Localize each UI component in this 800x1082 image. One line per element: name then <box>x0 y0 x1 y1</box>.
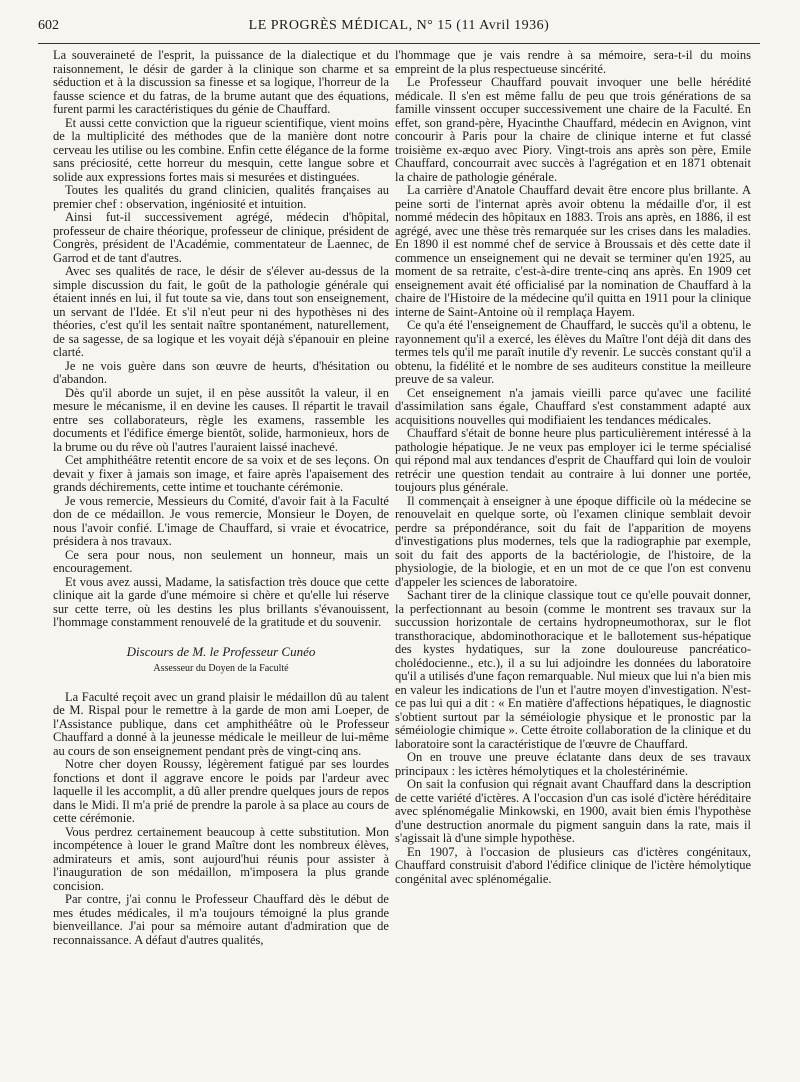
paragraph: Et aussi cette conviction que la rigueur scientifique, vient moins de la multiplicité des méthodes que de la manière dont notre cerveau les utilise ou les combine. Enfin cette élégance de la forme sans préciosité, cette horreur du mesquin, cette langue sobre et solide aux expressions fortes mais si mesurées et distinguées. <box>53 115 389 184</box>
page-number: 602 <box>38 18 59 33</box>
paragraph: l'hommage que je vais rendre à sa mémoire, sera-t-il du moins empreint de la plus respectueuse sincérité. <box>395 49 751 76</box>
section-title: Discours de M. le Professeur Cunéo <box>126 643 316 659</box>
paragraph: Ce qu'a été l'enseignement de Chauffard, le succès qu'il a obtenu, le rayonnement qu'il a exercé, les élèves du Maître l'ont déjà dit dans des termes tels qu'il me paraît inutile d'y revenir. Le succès constant qu'il a obtenu, la fidélité et le nombre de ses auditeurs constitue la meilleure preuve de sa valeur. <box>395 318 751 386</box>
paragraph: Avec ses qualités de race, le désir de s'élever au-dessus de la simple discussion du fait, le goût de la pathologie générale qui étaient innés en lui, il fut toute sa vie, dans tout son enseignement, un servant de l'Idée. Et s'il n'eut peur ni des hypothèses ni des théories, c'est qu'il les sentait naître spontanément, naturellement, de sa sagesse, de sa logique et les voyait déjà s'épanouir en pleine clarté. <box>53 264 389 359</box>
paragraph: Par contre, j'ai connu le Professeur Chauffard dès le début de mes études médicales, il m'a toujours témoigné la plus grande bienveillance. J'ai pour sa mémoire autant d'admiration que de reconnaissance. A défaut d'autres qualités, <box>53 892 389 947</box>
paragraph: Toutes les qualités du grand clinicien, qualités françaises au premier chef : observation, ingéniosité et intuition. <box>53 183 389 211</box>
paragraph: En 1907, à l'occasion de plusieurs cas d'ictères congénitaux, Chauffard construisit d'abord l'édifice clinique de l'ictère hémolytique congénital avec splénomégalie. <box>395 844 751 886</box>
right-column <box>395 49 751 1069</box>
section-subtitle: Assesseur du Doyen de la Faculté <box>153 662 289 674</box>
paragraph: Je vous remercie, Messieurs du Comité, d'avoir fait à la Faculté don de ce médaillon. Je vous remercie, Monsieur le Doyen, de nous l'avoir confié. L'image de Chauffard, si vraie et évocatrice, présidera à nos travaux. <box>53 493 389 548</box>
paragraph: On en trouve une preuve éclatante dans deux de ses travaux principaux : les ictères hémolytiques et la cholestérinémie. <box>395 750 751 778</box>
running-header <box>38 12 760 36</box>
paragraph: On sait la confusion qui régnait avant Chauffard dans la description de cette variété d'ictères. A l'occasion d'un cas isolé d'ictère héréditaire avec splénomégalie Minkowski, en 1900, avait bien émis l'hypothèse d'une destruction anormale du pigment sanguin dans la rate, mais il s'agissait là d'une simple hypothèse. <box>395 777 751 845</box>
paragraph: La Faculté reçoit avec un grand plaisir le médaillon dû au talent de M. Rispal pour le remettre à la garde de mon ami Loeper, de l'Assistance publique, dans cet amphithéâtre où le Professeur Chauffard a donné à la jeunesse médicale le meilleur de lui-même au cours de son enseignement pendant près de vingt-cinq ans. <box>53 689 389 758</box>
paragraph: Je ne vois guère dans son œuvre de heurts, d'hésitation ou d'abandon. <box>53 358 389 386</box>
paragraph: Cet amphithéâtre retentit encore de sa voix et de ses leçons. On devait y fixer à jamais son image, et faire après l'apaisement des grands déchirements, cette intime et touchante cérémonie. <box>53 453 389 494</box>
paragraph: La carrière d'Anatole Chauffard devait être encore plus brillante. A peine sorti de l'internat après avoir obtenu la médaille d'or, il est nommé médecin des hôpitaux en 1883. Trois ans après, en 1886, il est agrégé, avec une thèse très remarquée sur les crises dans les maladies. En 1890 il est nommé chef de service à Broussais et dès cette date il commence un enseignement qui ne devait se terminer qu'en 1925, au moment de sa retraite, c'est-à-dire trente-cinq ans après. En 1909 cet enseignement avait été officialisé par la nomination de Chauffard à la chaire de l'Histoire de la médecine qu'il quitta en 1911 pour la clinique interne de Saint-Antoine où il remplaça Hayem. <box>395 183 751 319</box>
paragraph: Il commençait à enseigner à une époque difficile où la médecine se renouvelait en quelque sorte, où l'examen clinique semblait devoir perdre sa prépondérance, soit du fait de l'apparition de moyens d'investigations plus modernes, tels que la radiographie par exemple, soit du fait des apports de la bactériologie, de l'histoire, de la physiologie, de la biologie, et en un mot de ce que l'on est convenu d'appeler les sciences de laboratoire. <box>395 493 751 589</box>
paragraph: Vous perdrez certainement beaucoup à cette substitution. Mon incompétence à louer le grand Maître dont les nombreux élèves, admirateurs et amis, sont aujourd'hui réunis pour assister à l'inauguration de son médaillon, m'imposera la plus grande concision. <box>53 824 389 893</box>
journal-title: LE PROGRÈS MÉDICAL, N° 15 (11 Avril 1936) <box>248 18 550 33</box>
paragraph: Sachant tirer de la clinique classique tout ce qu'elle pouvait donner, la perfectionnant au besoin (comme le montrent ses travaux sur la succussion horizontale de certains hydropneumothorax, sur le flot transthoracique, abdominothoracique et le ballotement sus-hépatique des kystes hydatiques, sur la zone douloureuse pancréatico-cholédocienne., etc.), il a su lui adjoindre les données du laboratoire qu'il a utilisés d'une façon remarquable. Nul mieux que lui n'a bien mis en valeur les indications de l'un et l'autre moyen d'investigation. N'est-ce pas lui qui a dit : « En matière d'affections hépatiques, le diagnostic s'obtient surtout par la séméiologie physique et le pronostic par la séméiologie chimique ». Cette étroite collaboration de la clinique et du laboratoire sont la caractéristique de l'œuvre de Chauffard. <box>395 588 751 751</box>
paragraph: Ce sera pour nous, non seulement un honneur, mais un encouragement. <box>53 547 389 575</box>
left-column <box>53 49 389 1069</box>
paragraph: Cet enseignement n'a jamais vieilli parce qu'avec une facilité d'assimilation sans égale, Chauffard s'est constamment adapté aux acquisitions nouvelles qui modifiaient les tendances médicales. <box>395 385 751 427</box>
paragraph: Le Professeur Chauffard pouvait invoquer une belle hérédité médicale. Il s'en est même fallu de peu que trois générations de sa famille vinssent occuper successivement une chaire de la Faculté. En effet, son grand-père, Hyacinthe Chauffard, médecin en Avignon, vint concourir à Paris pour la chaire de clinique interne et fut classé troisième ex-æquo avec Piory. Vingt-trois ans après son père, Emile Chauffard, concourrait avec succès à l'agrégation et en 1871 obtenait la chaire de pathologie générale. <box>395 75 751 184</box>
paragraph: Ainsi fut-il successivement agrégé, médecin d'hôpital, professeur de chaire théorique, professeur de clinique, président de Congrès, président de l'Académie, commentateur de Laennec, de Garrod et de tant d'autres. <box>53 210 389 265</box>
paragraph: Et vous avez aussi, Madame, la satisfaction très douce que cette clinique ait la garde d'une mémoire si chère et qu'elle lui réserve sur cette terre, où les destins les plus brillants s'évanouissent, l'hommage constamment renouvelé de la gratitude et du souvenir. <box>53 574 389 629</box>
paragraph: Dès qu'il aborde un sujet, il en pèse aussitôt la valeur, il en mesure le mécanisme, il en devine les causes. Il répartit le travail entre ses collaborateurs, règle les examens, rassemble les documents et l'édifice émerge bientôt, solide, harmonieux, hors de la brume ou du rêve où l'autres l'auraient laissé inachevé. <box>53 385 389 454</box>
paragraph: Chauffard s'était de bonne heure plus particulièrement intéressé à la pathologie hépatique. Je ne veux pas employer ici le terme spécialisé qui répond mal aux tendances d'esprit de Chauffard qui loin de vouloir retrécir une question tendait au contraire à lui donner une portée, toujours plus générale. <box>395 426 751 494</box>
paragraph: Notre cher doyen Roussy, légèrement fatigué par ses lourdes fonctions et dont il aggrave encore le poids par l'ardeur avec laquelle il les accomplit, a dû aller prendre quelques jours de repos dans le Midi. Il m'a prié de prendre la parole à sa place au cours de cette cérémonie. <box>53 757 389 825</box>
header-rule <box>38 43 760 44</box>
paragraph: La souveraineté de l'esprit, la puissance de la dialectique et du raisonnement, le désir de garder à la clinique son charme et sa séduction et à la discussion sa finesse et sa logique, l'horreur de la fausse science et du fatras, de la brume autant que des équations, furent parmi les caractéristiques du génie de Chauffard. <box>53 49 389 116</box>
